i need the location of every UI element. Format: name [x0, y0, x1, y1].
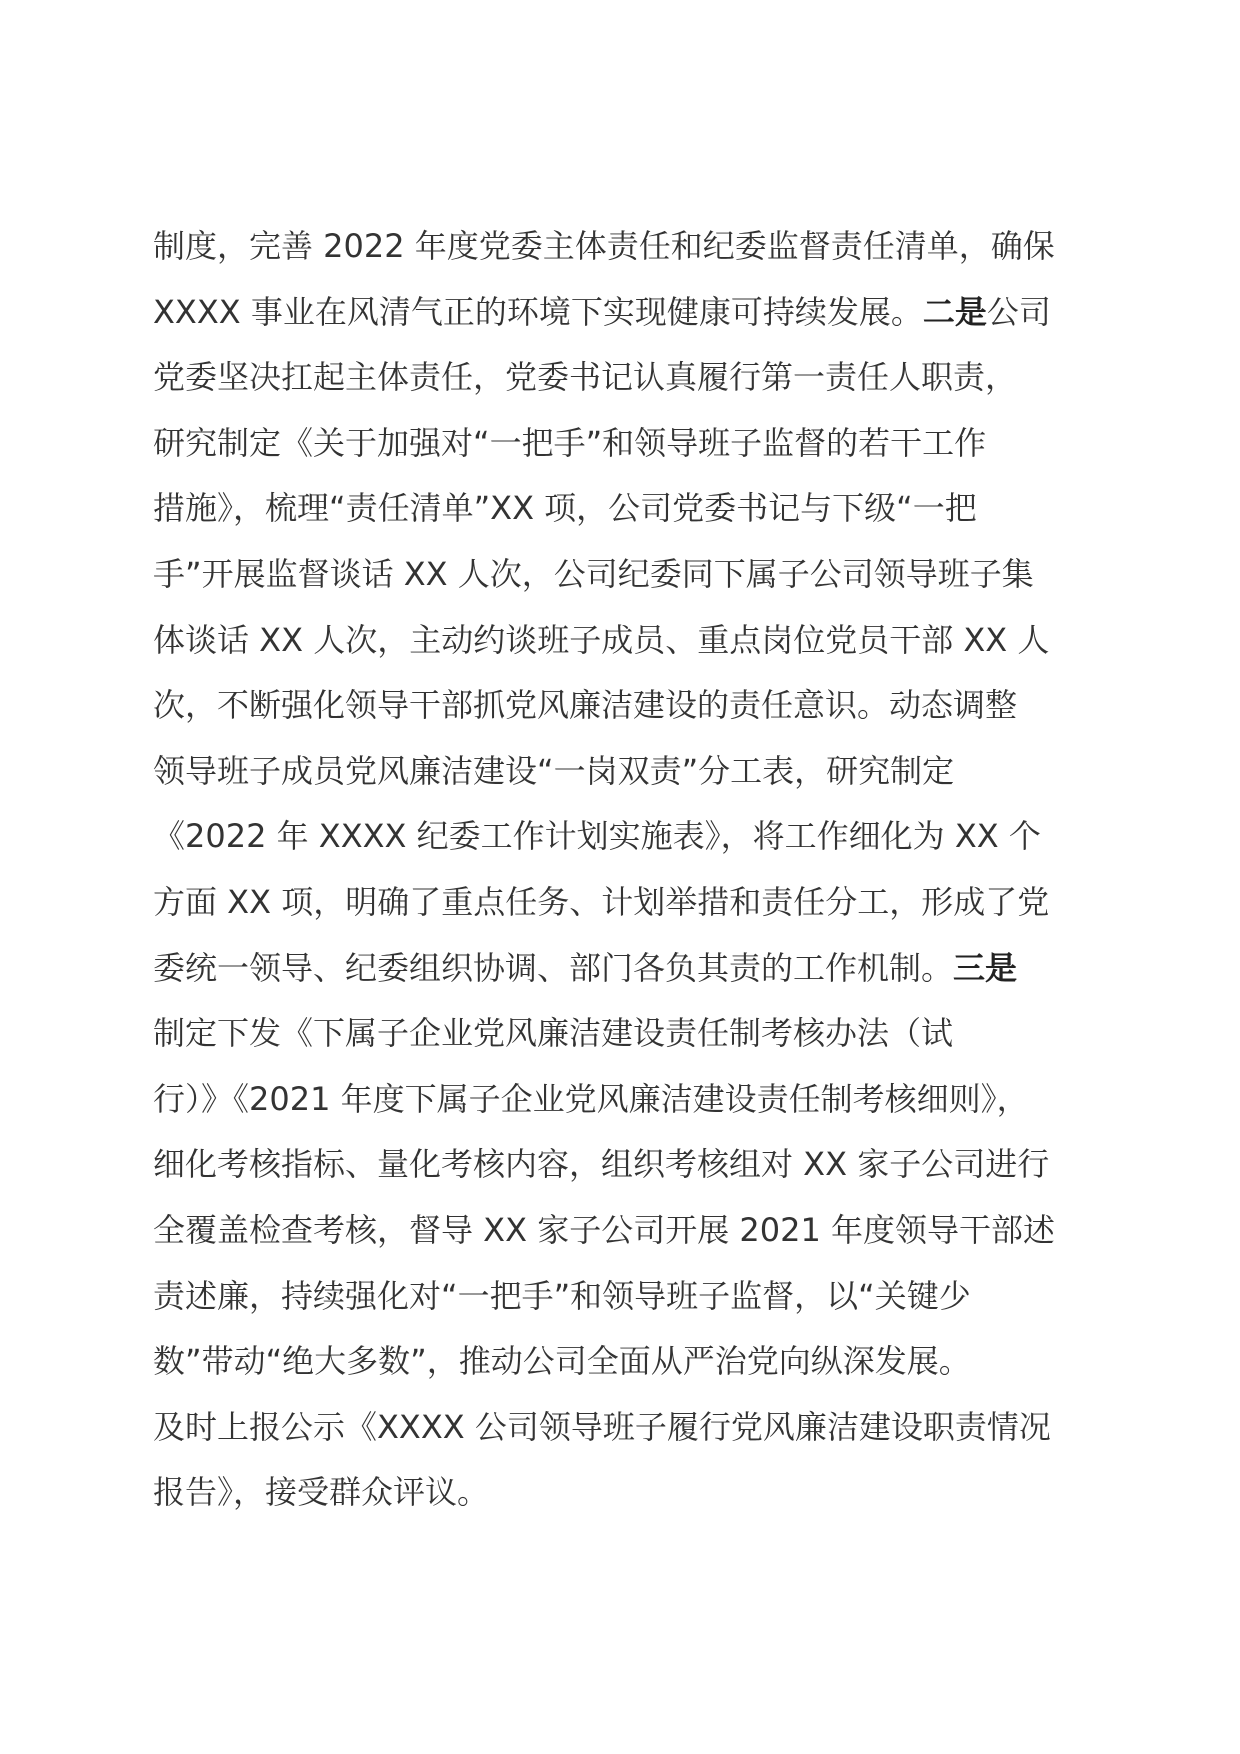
text-line [153, 870, 1103, 936]
text-line [153, 345, 1103, 411]
text-run: 行）》《2021 年度下属子企业党风廉洁建设责任制考核细则》， [153, 1079, 1029, 1118]
text-run: 领导班子成员党风廉洁建设“一岗双责”分工表，研究制定 [153, 751, 955, 790]
text-line [153, 1329, 1103, 1395]
bold-lead-phrase: 三是 [953, 948, 1018, 987]
text-line [153, 608, 1103, 674]
text-line [153, 542, 1103, 608]
text-line [153, 1198, 1103, 1264]
text-line [153, 1001, 1103, 1067]
text-line [153, 1067, 1103, 1133]
text-line [153, 476, 1103, 542]
text-run: 制定下发《下属子企业党风廉洁建设责任制考核办法（试 [153, 1014, 954, 1053]
text-run: XXXX 事业在风清气正的环境下实现健康可持续发展。 [153, 292, 923, 331]
text-line [153, 1132, 1103, 1198]
text-line [153, 673, 1103, 739]
text-run: 体谈话 XX 人次，主动约谈班子成员、重点岗位党员干部 XX 人 [153, 620, 1050, 659]
text-line [153, 739, 1103, 805]
text-run: 手”开展监督谈话 XX 人次，公司纪委同下属子公司领导班子集 [153, 554, 1034, 593]
text-run: 制度，完善 2022 年度党委主体责任和纪委监督责任清单，确保 [153, 227, 1055, 265]
text-line [153, 804, 1103, 870]
text-run: 方面 XX 项，明确了重点任务、计划举措和责任分工，形成了党 [153, 882, 1050, 921]
text-run: 细化考核指标、量化考核内容，组织考核组对 XX 家子公司进行 [153, 1145, 1050, 1184]
text-line [153, 936, 1103, 1002]
text-run: 委统一领导、纪委组织协调、部门各负其责的工作机制。 [153, 948, 954, 987]
text-line [153, 1460, 1103, 1526]
text-run: 报告》，接受群众评议。 [153, 1473, 490, 1512]
text-run: 次，不断强化领导干部抓党风廉洁建设的责任意识。动态调整 [153, 686, 1018, 725]
text-run: 研究制定《关于加强对“一把手”和领导班子监督的若干工作 [153, 423, 987, 462]
text-line [153, 411, 1103, 477]
text-run: 《2022 年 XXXX 纪委工作计划实施表》，将工作细化为 XX 个 [153, 817, 1041, 856]
text-line [153, 1264, 1103, 1330]
text-run: 党委坚决扛起主体责任，党委书记认真履行第一责任人职责， [153, 358, 1018, 397]
text-line [153, 1395, 1103, 1461]
bold-lead-phrase: 二是 [922, 292, 987, 331]
text-run: 公司 [986, 292, 1051, 331]
text-run: 责述廉，持续强化对“一把手”和领导班子监督，以“关键少 [153, 1276, 971, 1315]
text-run: 及时上报公示《XXXX 公司领导班子履行党风廉洁建设职责情况 [153, 1407, 1051, 1446]
text-run: 措施》，梳理“责任清单”XX 项，公司党委书记与下级“一把 [153, 489, 977, 528]
text-run: 全覆盖检查考核，督导 XX 家子公司开展 2021 年度领导干部述 [153, 1210, 1055, 1249]
text-line [153, 214, 1103, 280]
text-run: 数”带动“绝大多数”，推动公司全面从严治党向纵深发展。 [153, 1342, 971, 1381]
body-paragraph [153, 214, 1103, 1526]
text-line [153, 280, 1103, 346]
